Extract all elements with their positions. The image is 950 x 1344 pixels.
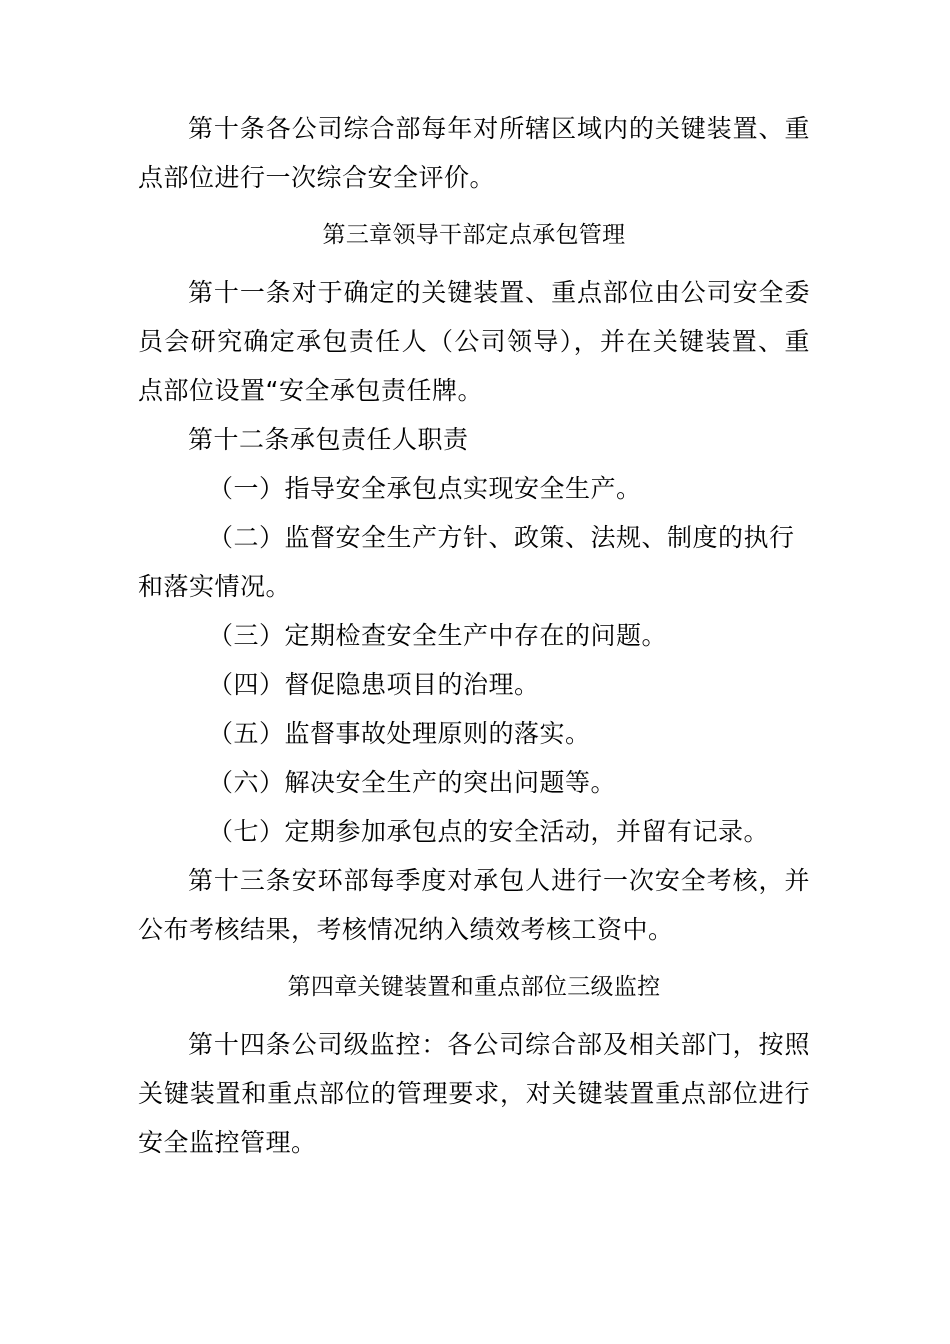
article-12: 第十二条承包责任人职责 (188, 425, 469, 454)
article-10: 第十条各公司综合部每年对所辖区域内的关键装置、重点部位进行一次综合安全评价。 (138, 114, 810, 192)
chapter-3-heading: 第三章领导干部定点承包管理 (322, 222, 626, 248)
article-14: 第十四条公司级监控：各公司综合部及相关部门，按照关键装置和重点部位的管理要求，对关键装置重点部位进行安全监控管理。 (138, 1030, 810, 1157)
duty-item-1: （一）指导安全承包点实现安全生产。 (208, 474, 642, 503)
duty-item-4: （四）督促隐患项目的治理。 (208, 670, 540, 699)
duty-item-6: （六）解决安全生产的突出问题等。 (208, 768, 617, 797)
duty-item-7: （七）定期参加承包点的安全活动，并留有记录。 (208, 817, 770, 846)
article-11: 第十一条对于确定的关键装置、重点部位由公司安全委员会研究确定承包责任人（公司领导），并在关键装置、重点部位设置“安全承包责任牌。 (138, 278, 810, 405)
duty-item-3: （三）定期检查安全生产中存在的问题。 (208, 621, 668, 650)
article-13: 第十三条安环部每季度对承包人进行一次安全考核，并公布考核结果，考核情况纳入绩效考核工资中。 (138, 866, 810, 944)
duty-item-2: （二）监督安全生产方针、政策、法规、制度的执行和落实情况。 (138, 523, 795, 601)
duty-item-5: （五）监督事故处理原则的落实。 (208, 719, 591, 748)
document-page (138, 104, 810, 1167)
chapter-4-heading: 第四章关键装置和重点部位三级监控 (287, 974, 661, 1000)
